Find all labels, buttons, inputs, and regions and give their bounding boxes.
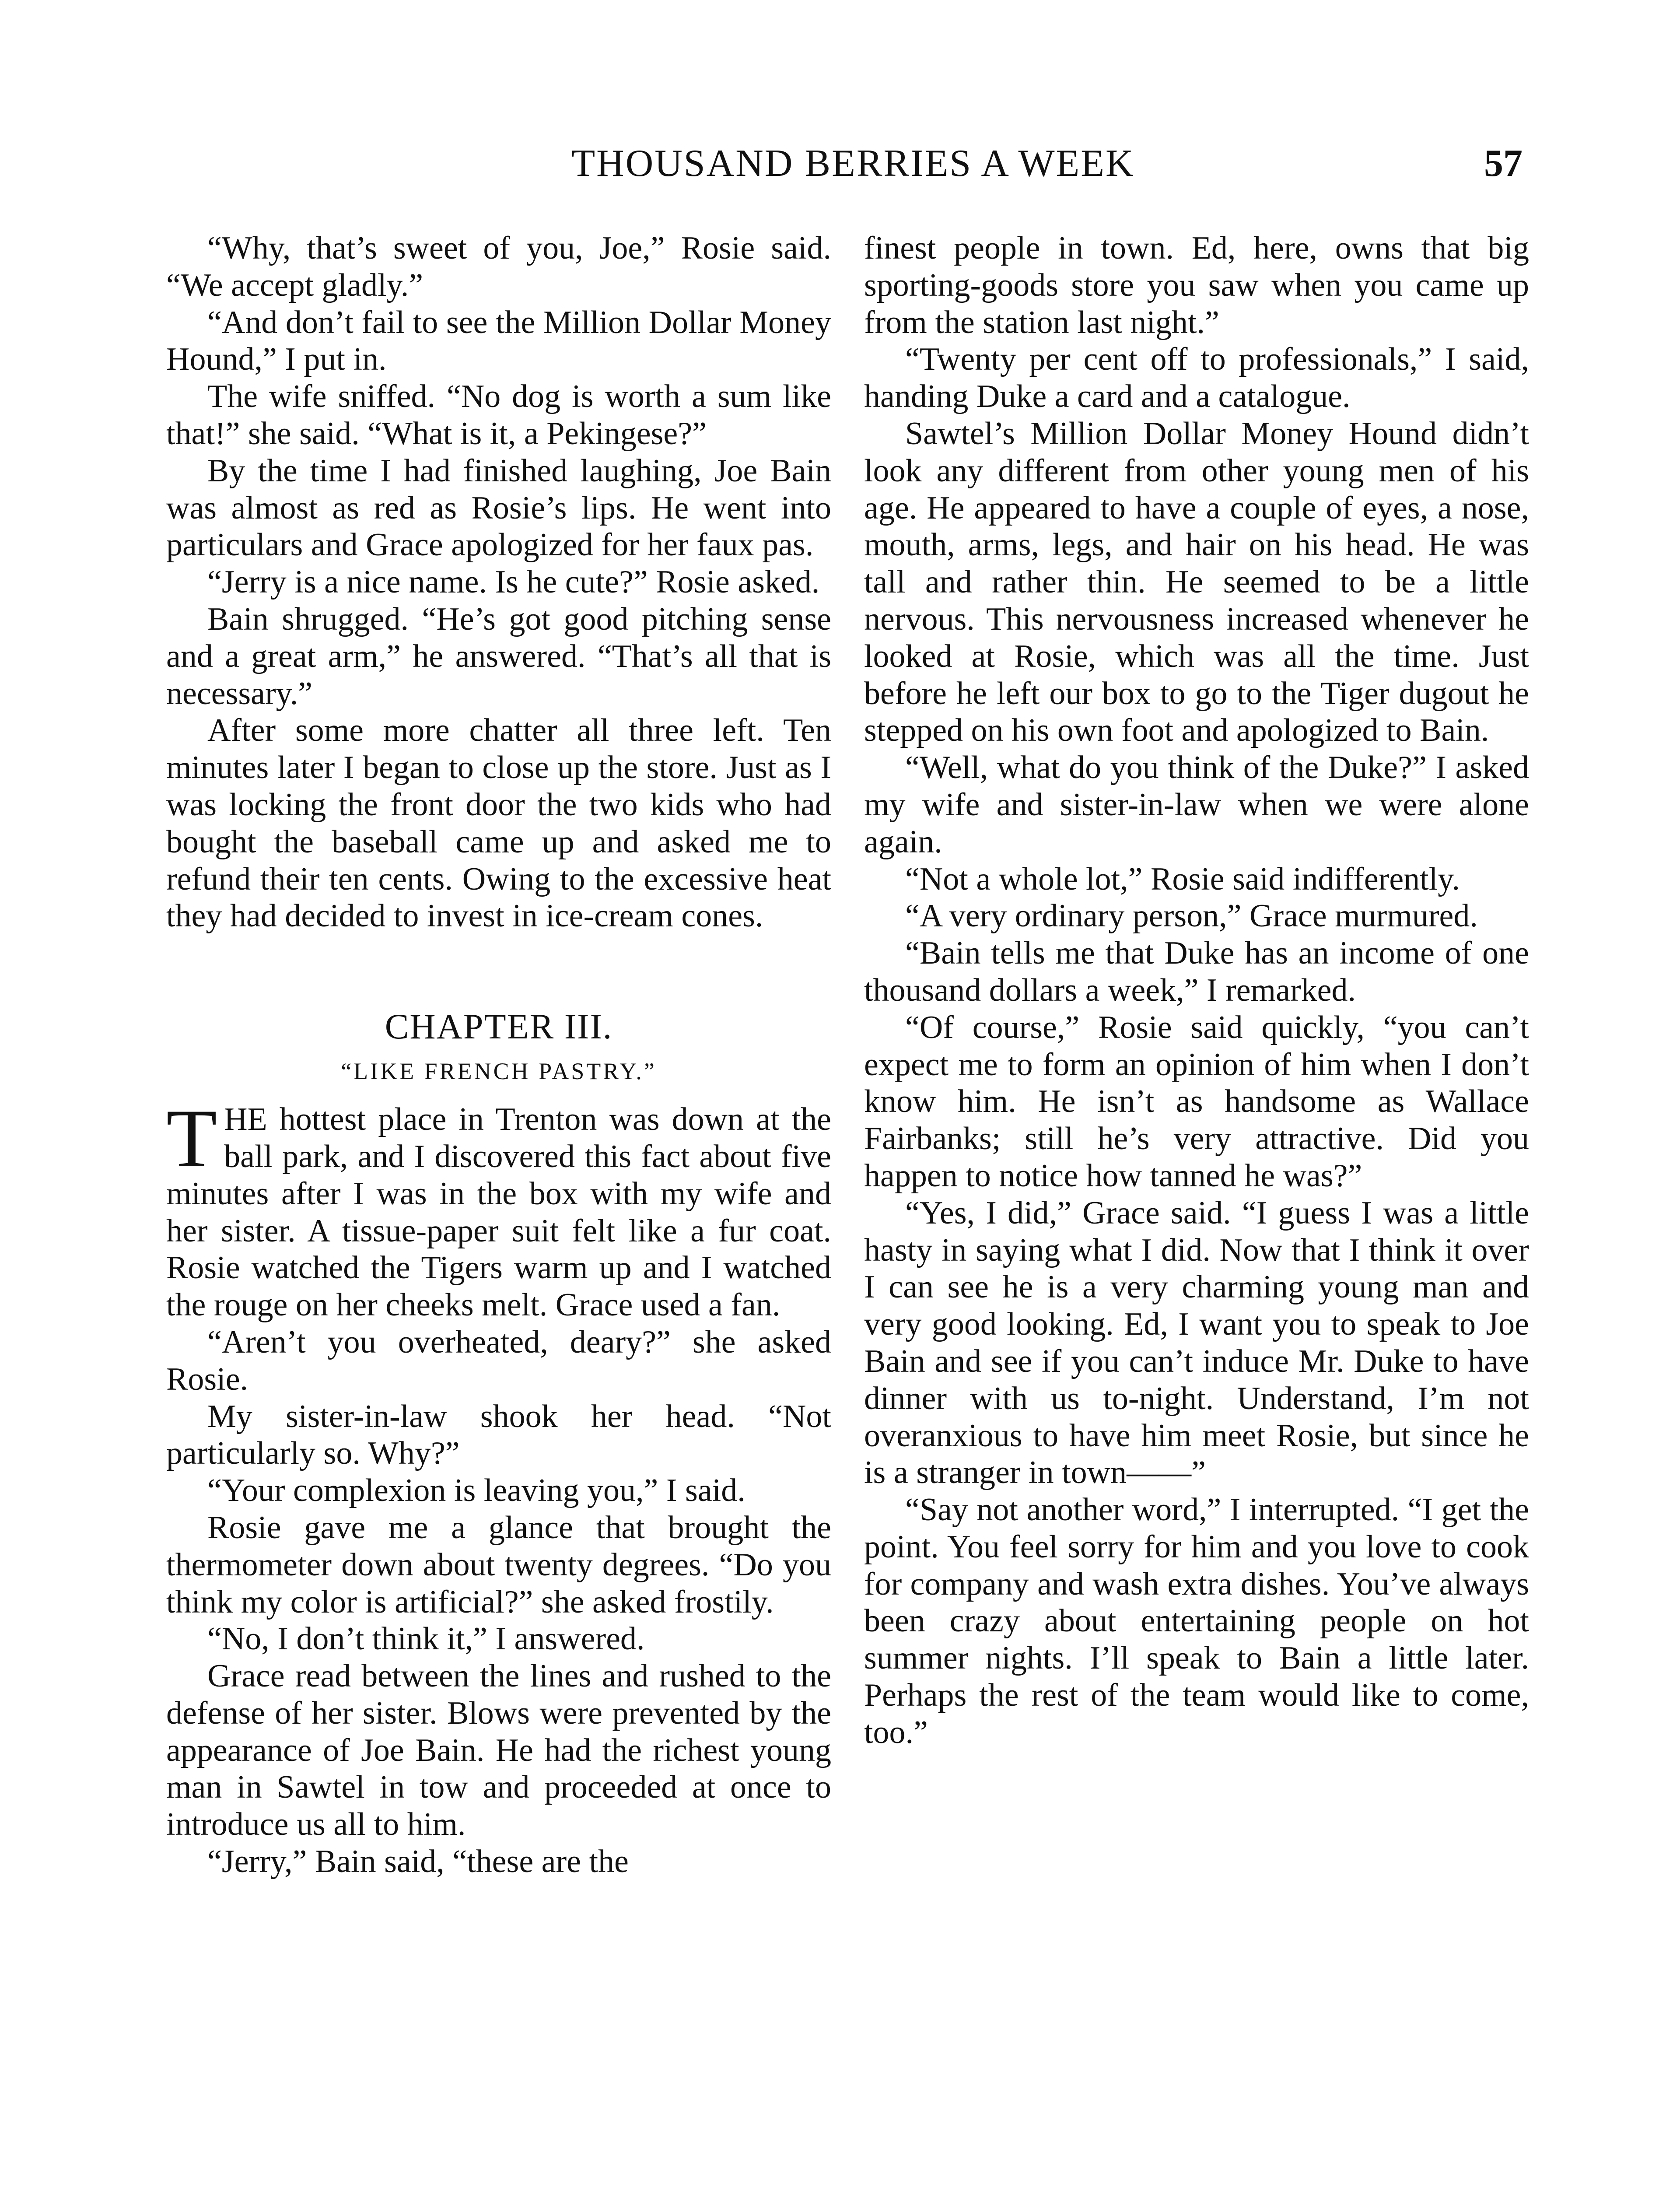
paragraph: “A very ordinary person,” Grace murmured. — [905, 898, 1478, 934]
drop-cap: T — [166, 1093, 217, 1185]
opening-text: HE hottest place in Trenton was down at the ball park, and I discovered this fact about five minutes after I was in the box with my wife and her sister. A tissue-paper suit felt like a fur coat. Rosie watched the Tigers warm up and I watched the rouge on her cheeks melt. Grace used a fan. — [166, 1101, 831, 1323]
paragraph: “No, I don’t think it,” I answered. — [207, 1621, 645, 1657]
paragraph: “Aren’t you overheated, deary?” she asked Rosie. — [166, 1324, 831, 1397]
paragraph: “Of course,” Rosie said quickly, “you can’t expect me to form an opinion of him when I don’t know him. He isn’t as handsome as Wallace Fairbanks; still he’s very attractive. Did you happen to notice how tanned he was?” — [864, 1009, 1529, 1194]
paragraph: “Not a whole lot,” Rosie said indifferently. — [905, 861, 1460, 897]
paragraph: My sister-in-law shook her head. “Not particularly so. Why?” — [166, 1398, 831, 1472]
paragraph: finest people in town. Ed, here, owns that big sporting-goods store you saw when you came up from the station last night.” — [864, 230, 1529, 340]
paragraph: “Jerry is a nice name. Is he cute?” Rosie asked. — [207, 564, 820, 600]
chapter-title: CHAPTER III. — [385, 1006, 613, 1047]
paragraph: “Say not another word,” I interrupted. “I get the point. You feel sorry for him and you love to cook for company and wash extra dishes. You’ve always been crazy about entertaining people on hot summer nights. I’ll speak to Bain a little later. Perhaps the rest of the team would like to come, too.” — [864, 1492, 1529, 1750]
paragraph: Rosie gave me a glance that brought the thermometer down about twenty degrees. “Do you think my color is artificial?” she asked frostily. — [166, 1509, 831, 1620]
paragraph: “Why, that’s sweet of you, Joe,” Rosie said. “We accept gladly.” — [166, 230, 831, 303]
page-number: 57 — [1484, 142, 1522, 185]
right-column — [864, 230, 1529, 1751]
paragraph: “Well, what do you think of the Duke?” I asked my wife and sister-in-law when we were alone again. — [864, 750, 1529, 860]
paragraph: “And don’t fail to see the Million Dollar Money Hound,” I put in. — [166, 304, 831, 378]
paragraph: “Your complexion is leaving you,” I said. — [207, 1473, 746, 1509]
paragraph: By the time I had finished laughing, Joe Bain was almost as red as Rosie’s lips. He went into particulars and Grace apologized for her faux pas. — [166, 452, 831, 563]
paragraph: The wife sniffed. “No dog is worth a sum like that!” she said. “What is it, a Pekingese?” — [166, 379, 831, 452]
paragraph: After some more chatter all three left. Ten minutes later I began to close up the store. Just as I was locking the front door the two kids who had bought the baseball came up and asked me to refund their ten cents. Owing to the excessive heat they had decided to invest in ice-cream cones. — [166, 712, 831, 934]
paragraph: “Bain tells me that Duke has an income of one thousand dollars a week,” I remarked. — [864, 935, 1529, 1008]
running-title: THOUSAND BERRIES A WEEK — [571, 142, 1135, 185]
chapter-opening-paragraph — [166, 1093, 831, 1324]
paragraph: Grace read between the lines and rushed to the defense of her sister. Blows were prevented by the appearance of Joe Bain. He had the richest young man in Sawtel in tow and proceeded at once to introduce us all to him. — [166, 1658, 831, 1843]
paragraph: “Twenty per cent off to professionals,” I said, handing Duke a card and a catalogue. — [864, 341, 1529, 415]
paragraph: “Yes, I did,” Grace said. “I guess I was a little hasty in saying what I did. Now that I think it over I can see he is a very charming young man and very good looking. Ed, I want you to speak to Joe Bain and see if you can’t induce Mr. Duke to have dinner with us to-night. Understand, I’m not overanxious to have him meet Rosie, but since he is a stranger in town——” — [864, 1195, 1529, 1491]
left-column — [166, 230, 831, 1880]
paragraph: Bain shrugged. “He’s got good pitching sense and a great arm,” he answered. “That’s all that is necessary.” — [166, 601, 831, 712]
paragraph: Sawtel’s Million Dollar Money Hound didn’t look any different from other young men of his age. He appeared to have a couple of eyes, a nose, mouth, arms, legs, and hair on his head. He was tall and rather thin. He seemed to be a little nervous. This nervousness increased whenever he looked at Rosie, which was all the time. Just before he left our box to go to the Tiger dugout he stepped on his own foot and apologized to Bain. — [864, 415, 1529, 749]
paragraph: “Jerry,” Bain said, “these are the — [207, 1844, 629, 1880]
chapter-subtitle: “LIKE FRENCH PASTRY.” — [341, 1058, 657, 1085]
